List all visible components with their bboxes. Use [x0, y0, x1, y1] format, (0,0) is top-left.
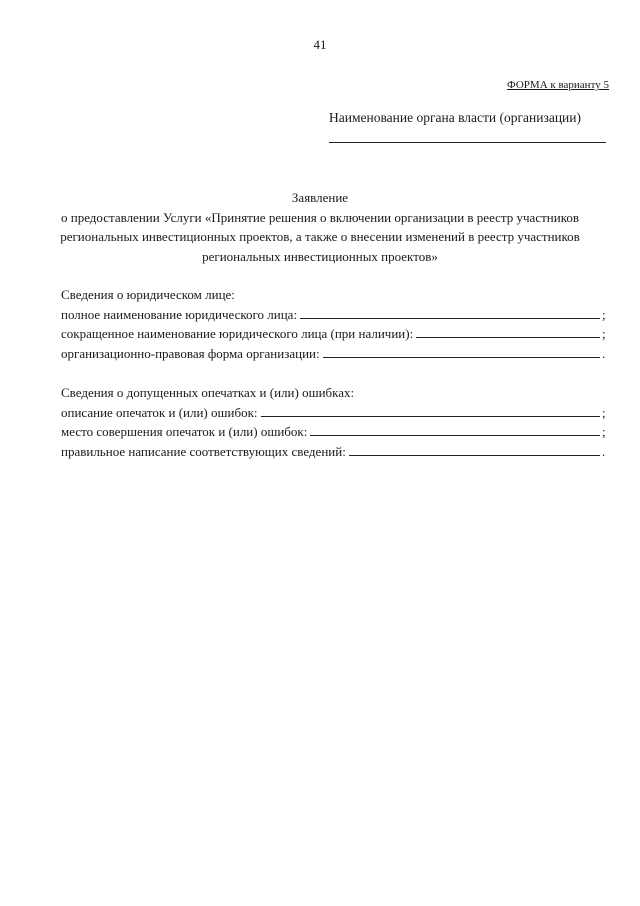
title-line-3: региональных инвестиционных проектов»	[202, 248, 438, 264]
field-terminator: .	[602, 443, 606, 459]
title-line-2: региональных инвестиционных проектов, а также о внесении изменений в реестр участников	[60, 229, 580, 244]
legal-form-label: организационно-правовая форма организации:	[61, 345, 320, 361]
correct-spelling-input-line[interactable]	[349, 444, 600, 456]
authority-label: Наименование органа власти (организации)	[329, 110, 581, 125]
typo-description-label: описание опечаток и (или) ошибок:	[61, 404, 258, 420]
typo-location-field	[61, 422, 607, 442]
field-terminator: ;	[602, 404, 606, 420]
short-name-input-line[interactable]	[416, 326, 600, 338]
correct-spelling-label: правильное написание соответствующих сведений:	[61, 443, 346, 459]
typo-location-label: место совершения опечаток и (или) ошибок:	[61, 424, 308, 439]
legal-entity-heading: Сведения о юридическом лице:	[61, 287, 235, 302]
typo-description-field	[61, 403, 607, 423]
legal-entity-section	[61, 285, 607, 363]
short-name-field	[61, 324, 607, 344]
correct-spelling-field	[61, 442, 607, 462]
typos-section	[61, 383, 607, 461]
legal-form-field	[61, 344, 607, 364]
title-heading: Заявление	[291, 190, 349, 205]
typo-location-input-line[interactable]	[310, 424, 600, 436]
full-name-input-line[interactable]	[300, 307, 600, 319]
document-title	[0, 188, 640, 266]
legal-form-input-line[interactable]	[323, 346, 600, 358]
field-terminator: ;	[602, 326, 606, 341]
short-name-label: сокращенное наименование юридического лица (при наличии):	[61, 326, 414, 341]
field-terminator: ;	[602, 424, 606, 439]
full-name-label: полное наименование юридического лица:	[61, 306, 298, 322]
title-line-1: о предоставлении Услуги «Принятие решения о включении организации в реестр участников	[60, 209, 579, 225]
typo-description-input-line[interactable]	[261, 405, 600, 417]
authority-input-line[interactable]	[329, 142, 606, 143]
form-reference: ФОРМА к варианту 5	[507, 79, 609, 91]
field-terminator: ;	[602, 306, 606, 322]
typos-heading: Сведения о допущенных опечатках и (или) ошибках:	[61, 385, 355, 400]
full-name-field	[61, 305, 607, 325]
field-terminator: .	[602, 345, 606, 361]
page-number: 41	[313, 37, 327, 52]
